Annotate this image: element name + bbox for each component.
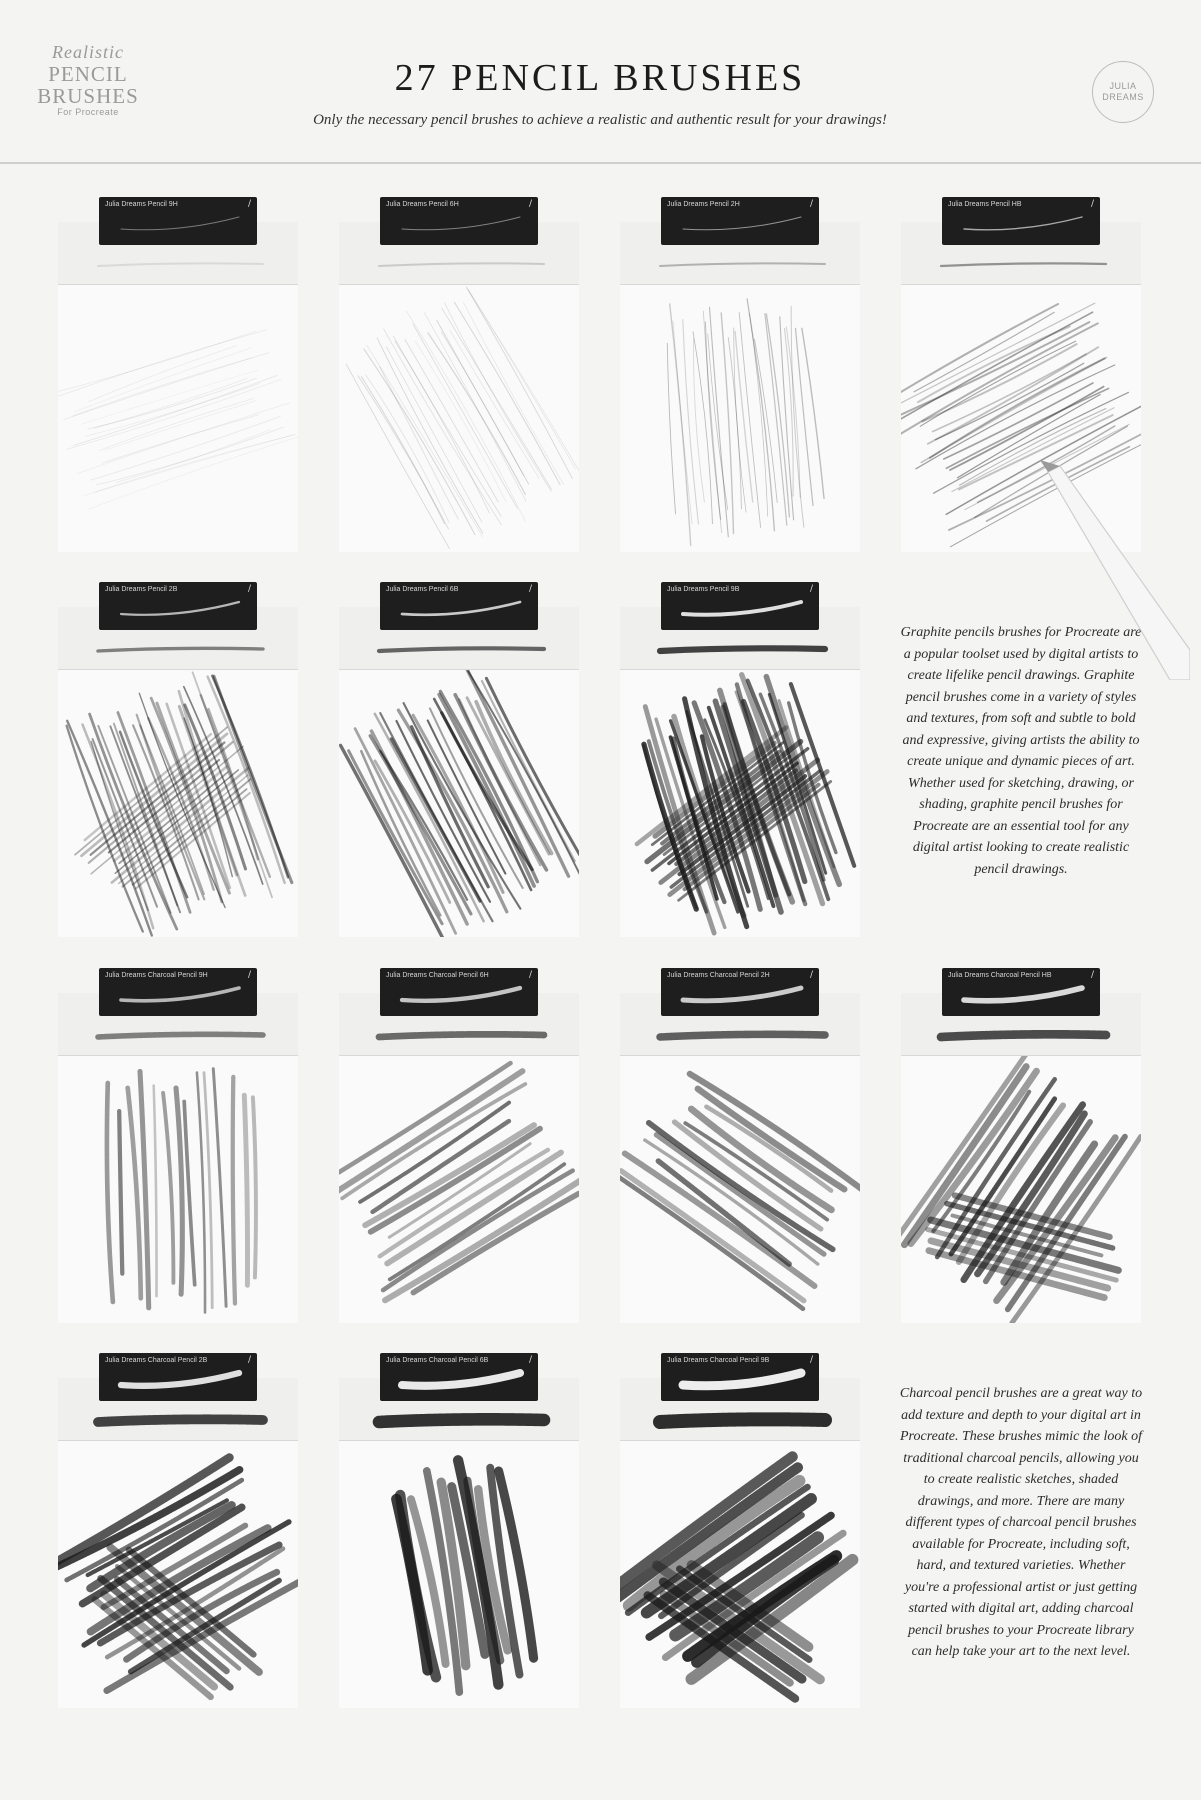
header bbox=[0, 0, 1201, 164]
brush-label-stroke bbox=[380, 968, 538, 1016]
brush-label-stroke bbox=[99, 968, 257, 1016]
brush-pen-icon: ∕ bbox=[528, 199, 532, 209]
brand-logo bbox=[28, 42, 148, 117]
brush-name-label bbox=[99, 968, 257, 1016]
brush-pen-icon: ∕ bbox=[809, 1355, 813, 1365]
brush-pen-icon: ∕ bbox=[528, 970, 532, 980]
brush-stroke-sample bbox=[901, 1056, 1141, 1323]
brush-name: Julia Dreams Charcoal Pencil 6H bbox=[386, 972, 489, 979]
brush-card bbox=[58, 607, 298, 937]
brush-name-label bbox=[380, 968, 538, 1016]
brush-stroke-sample bbox=[620, 670, 860, 937]
brush-pen-icon: ∕ bbox=[247, 199, 251, 209]
logo-line-2: PENCIL bbox=[48, 62, 128, 86]
brush-card bbox=[58, 1378, 298, 1708]
brush-card bbox=[58, 993, 298, 1323]
brush-pen-icon: ∕ bbox=[809, 584, 813, 594]
brush-card bbox=[339, 1378, 579, 1708]
brush-stroke-sample bbox=[620, 285, 860, 552]
julia-dreams-badge bbox=[1092, 61, 1154, 123]
brush-pen-icon: ∕ bbox=[247, 970, 251, 980]
brush-label-stroke bbox=[99, 582, 257, 630]
brush-card bbox=[901, 993, 1141, 1323]
brush-card bbox=[339, 993, 579, 1323]
brush-name-label bbox=[99, 582, 257, 630]
brush-card bbox=[339, 607, 579, 937]
brush-stroke-sample bbox=[339, 670, 579, 937]
brush-name: Julia Dreams Charcoal Pencil 2H bbox=[667, 972, 770, 979]
brush-label-stroke bbox=[380, 1353, 538, 1401]
brush-stroke-sample bbox=[339, 1441, 579, 1708]
brush-label-stroke bbox=[942, 197, 1100, 245]
brush-stroke-sample bbox=[58, 285, 298, 552]
logo-line-3: BRUSHES bbox=[37, 84, 139, 108]
brush-name-label bbox=[99, 1353, 257, 1401]
brush-stroke-sample bbox=[620, 1056, 860, 1323]
brush-stroke-sample bbox=[339, 285, 579, 552]
brush-pen-icon: ∕ bbox=[1090, 199, 1094, 209]
brush-name-label bbox=[380, 197, 538, 245]
brush-label-stroke bbox=[661, 1353, 819, 1401]
badge-line-1: JULIA bbox=[1109, 81, 1137, 91]
brush-name: Julia Dreams Pencil 9H bbox=[105, 201, 178, 208]
brush-label-stroke bbox=[99, 197, 257, 245]
brush-name: Julia Dreams Charcoal Pencil HB bbox=[948, 972, 1052, 979]
brush-card bbox=[620, 607, 860, 937]
brush-name: Julia Dreams Pencil 9B bbox=[667, 586, 740, 593]
brush-label-stroke bbox=[942, 968, 1100, 1016]
brush-label-stroke bbox=[380, 582, 538, 630]
brush-name: Julia Dreams Charcoal Pencil 9H bbox=[105, 972, 208, 979]
brush-pen-icon: ∕ bbox=[809, 970, 813, 980]
brush-name-label bbox=[380, 1353, 538, 1401]
brush-pen-icon: ∕ bbox=[247, 1355, 251, 1365]
brush-name-label bbox=[942, 968, 1100, 1016]
brush-name: Julia Dreams Pencil HB bbox=[948, 201, 1022, 208]
brush-pen-icon: ∕ bbox=[528, 1355, 532, 1365]
brush-label-stroke bbox=[99, 1353, 257, 1401]
brush-card bbox=[339, 222, 579, 552]
apple-pencil-image bbox=[1040, 460, 1190, 680]
brush-card bbox=[620, 993, 860, 1323]
brush-stroke-sample bbox=[339, 1056, 579, 1323]
brush-name: Julia Dreams Charcoal Pencil 6B bbox=[386, 1357, 489, 1364]
brush-stroke-sample bbox=[58, 1056, 298, 1323]
charcoal-description: Charcoal pencil brushes are a great way to add texture and depth to your digital art in Procreate. These brushes mimic the look of traditional charcoal pencils, allowing you to create realistic sketches, shaded drawings, and more. There are many different types of charcoal pencil brushes available for Procreate, including soft, hard, and textured varieties. Whether you're a professional artist or just getting started with digital art, adding charcoal pencil brushes to your Procreate library can help take your art to the next level. bbox=[899, 1386, 1143, 1659]
brush-stroke-sample bbox=[58, 1441, 298, 1708]
brush-pen-icon: ∕ bbox=[528, 584, 532, 594]
brush-name-label bbox=[661, 968, 819, 1016]
brush-name: Julia Dreams Pencil 6B bbox=[386, 586, 459, 593]
brush-pen-icon: ∕ bbox=[247, 584, 251, 594]
brush-name-label bbox=[661, 197, 819, 245]
brush-label-stroke bbox=[661, 968, 819, 1016]
brush-name: Julia Dreams Charcoal Pencil 9B bbox=[667, 1357, 770, 1364]
brush-stroke-sample bbox=[58, 670, 298, 937]
brush-name-label bbox=[380, 582, 538, 630]
brush-name: Julia Dreams Charcoal Pencil 2B bbox=[105, 1357, 208, 1364]
page-title: 27 PENCIL BRUSHES bbox=[394, 57, 806, 99]
graphite-description: Graphite pencils brushes for Procreate are a popular toolset used by digital artists to create lifelike pencil drawings. Graphite pencil brushes come in a variety of styles and textures, from soft and subtle to bold and expressive, giving artists the ability to create unique and dynamic pieces of art. Whether used for sketching, drawing, or shading, graphite pencil brushes for Procreate are an essential tool for any digital artist looking to create realistic pencil drawings. bbox=[900, 625, 1142, 877]
logo-line-4: For Procreate bbox=[57, 107, 119, 117]
brush-name-label bbox=[661, 582, 819, 630]
logo-line-1: Realistic bbox=[52, 42, 124, 62]
brush-name: Julia Dreams Pencil 2H bbox=[667, 201, 740, 208]
brush-stroke-sample bbox=[620, 1441, 860, 1708]
brush-name: Julia Dreams Pencil 2B bbox=[105, 586, 178, 593]
page-subtitle: Only the necessary pencil brushes to achieve a realistic and authentic result for your drawings! bbox=[313, 112, 887, 128]
brush-name: Julia Dreams Pencil 6H bbox=[386, 201, 459, 208]
brush-pen-icon: ∕ bbox=[1090, 970, 1094, 980]
brush-card bbox=[58, 222, 298, 552]
brush-card bbox=[620, 222, 860, 552]
brush-label-stroke bbox=[661, 197, 819, 245]
badge-line-2: DREAMS bbox=[1102, 92, 1144, 102]
brush-label-stroke bbox=[661, 582, 819, 630]
brush-card bbox=[620, 1378, 860, 1708]
brush-name-label bbox=[942, 197, 1100, 245]
brush-name-label bbox=[99, 197, 257, 245]
brush-name-label bbox=[661, 1353, 819, 1401]
brush-label-stroke bbox=[380, 197, 538, 245]
brush-pen-icon: ∕ bbox=[809, 199, 813, 209]
